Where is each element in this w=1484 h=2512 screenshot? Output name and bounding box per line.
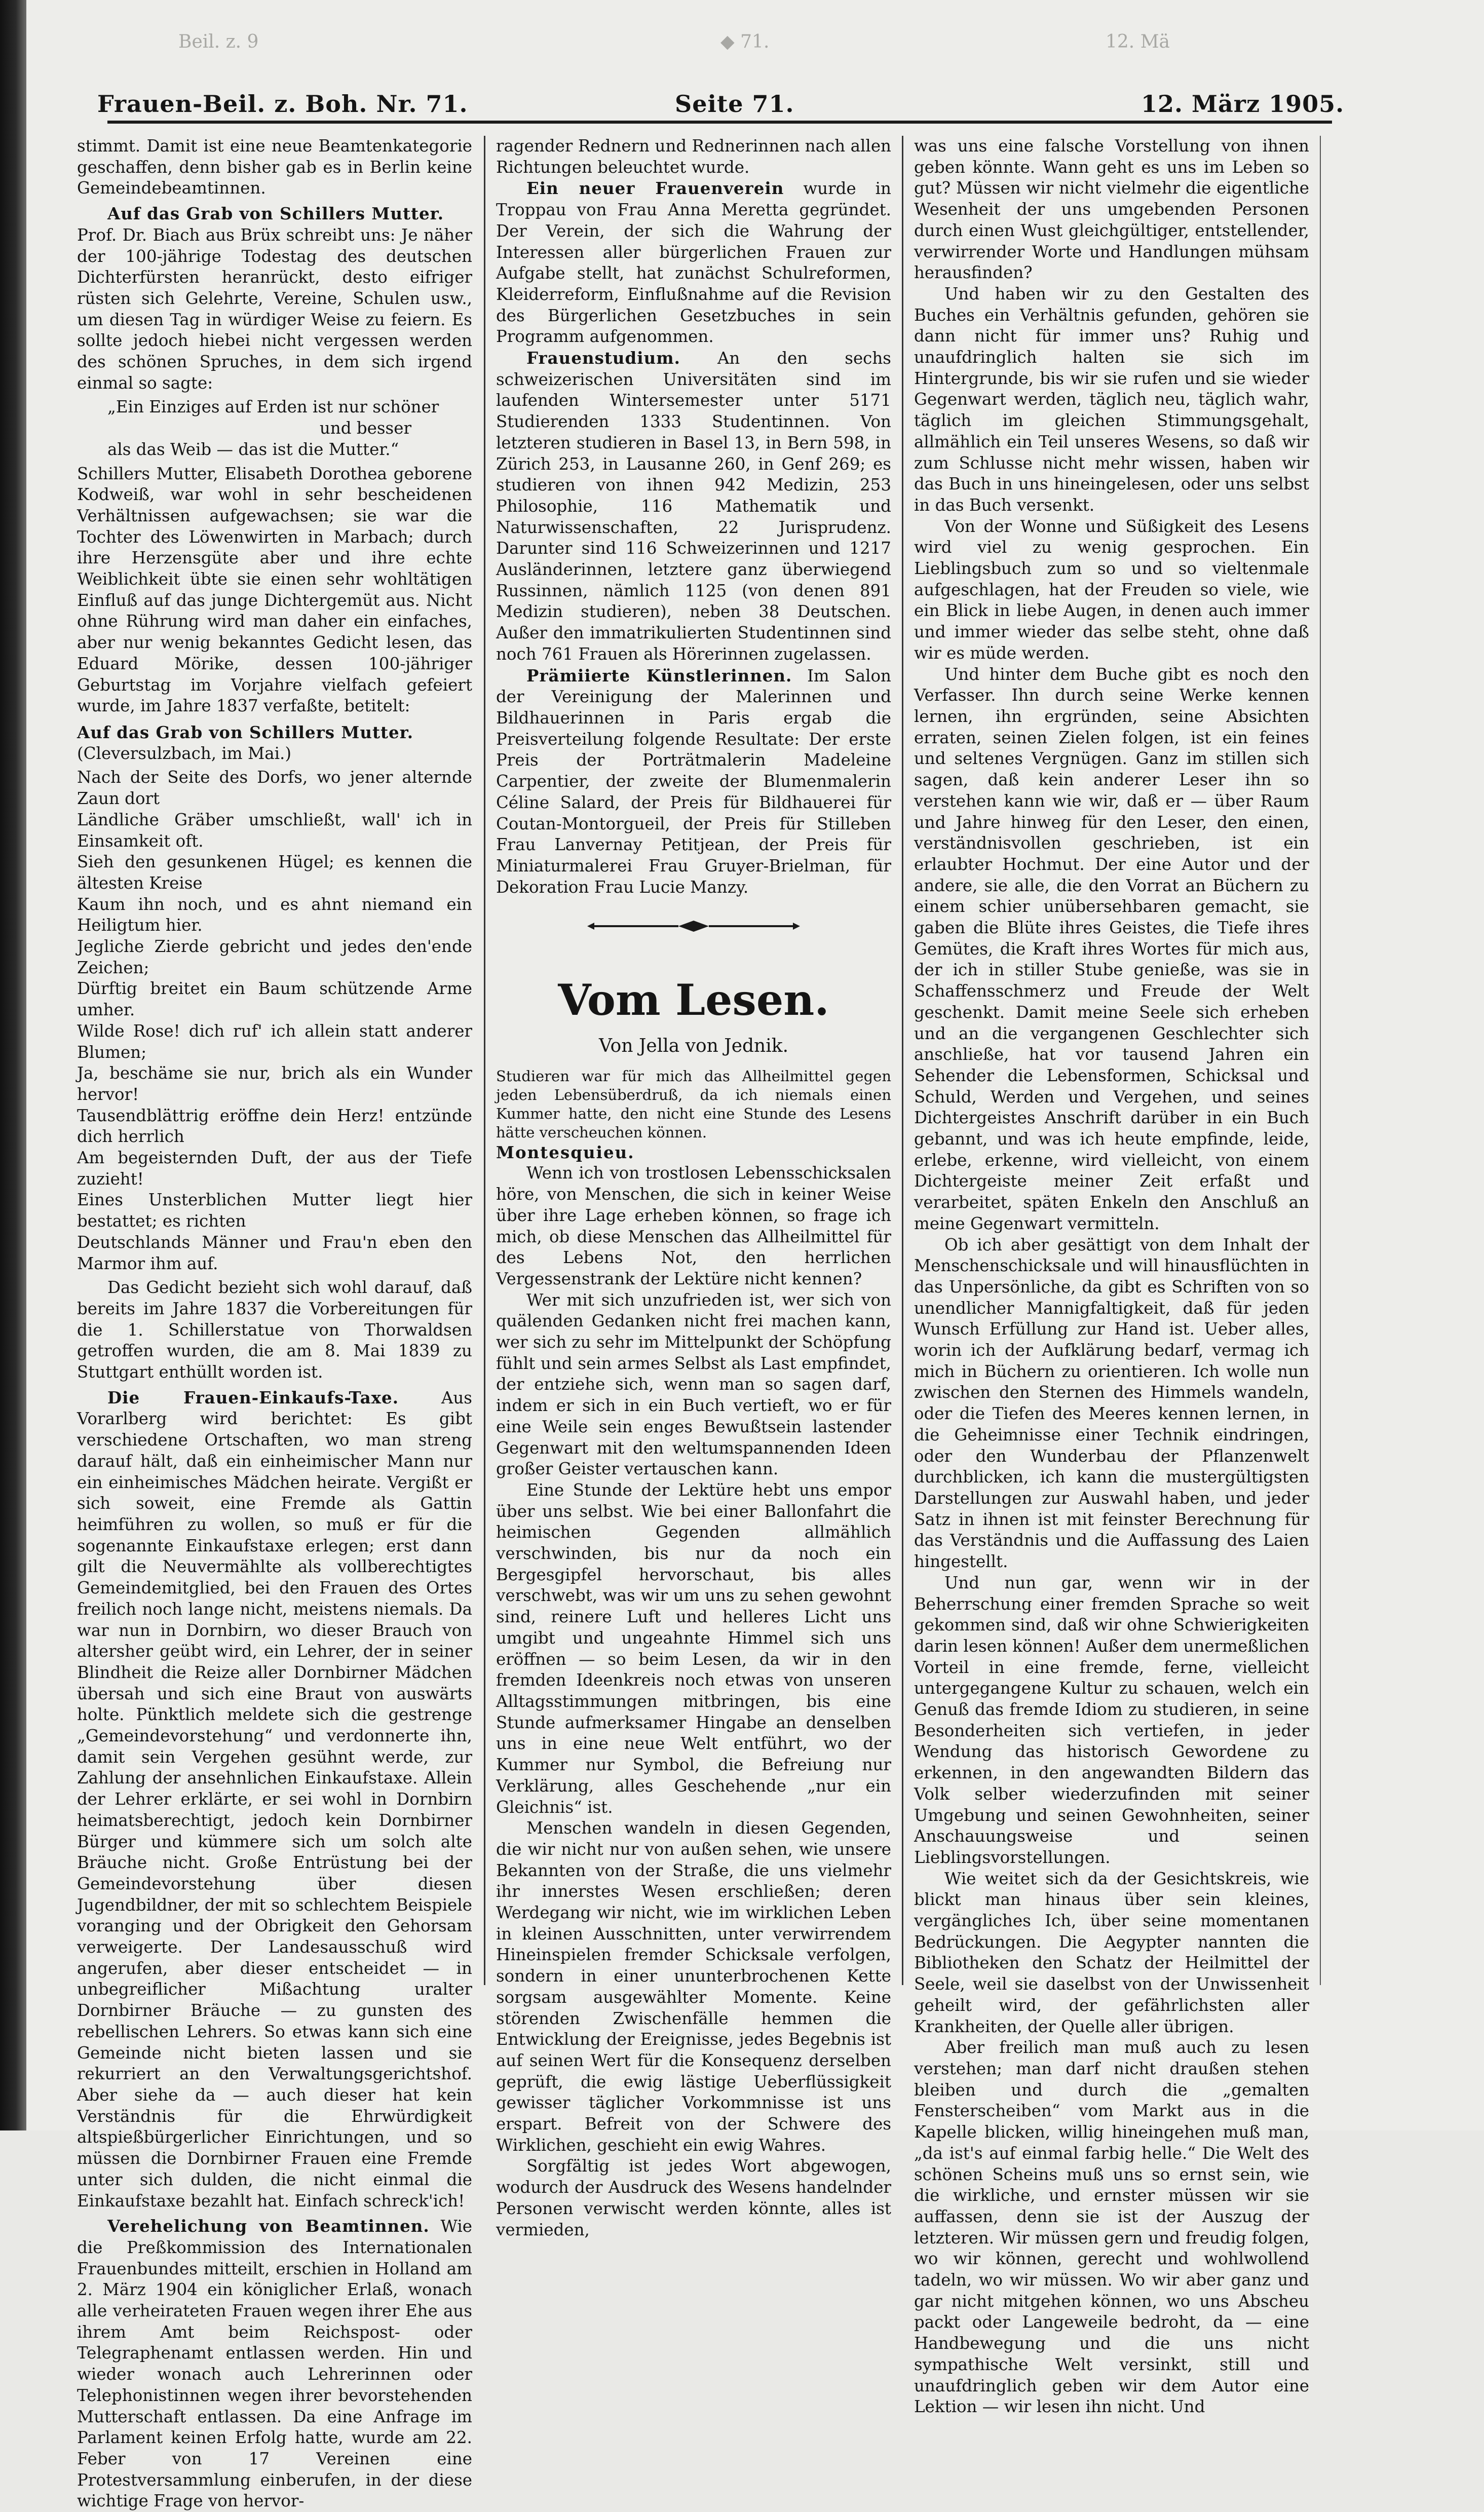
paragraph: Wie weitet sich da der Gesichtskreis, wie blickt man hinaus über sein kleines, vergängliches Ich, über seine momentanen Bedrückungen. Die Aegypter nannten die Bibliotheken den Schatz der Heilmittel der Seele, weil sie daselbst von der Unwissenheit geheilt wird, der gefährlichsten aller Krankheiten, der Quelle aller übrigen. [914,1869,1309,2036]
paragraph: Wie die Preßkommission des Internationalen Frauenbundes mitteilt, erschien in Holland am 2. März 1904 ein königlicher Erlaß, wonach alle verheirateten Frauen wegen ihrer Ehe aus ihrem Amt beim Reichspost- oder Telegraphenamt entlassen werden. Hin und wieder wonach auch Lehrerinnen oder Telephonistinnen wegen ihrer bevorstehenden Mutterschaft entlassen. Da eine Anfrage im Parlament keinen Erfolg hatte, wurde am 22. Feber von 17 Vereinen eine Protestversammlung einberufen, in der diese wichtige Frage von hervor- [77,2217,472,2511]
article-title: Vom Lesen. [558,975,829,1025]
paragraph: Von der Wonne und Süßigkeit des Lesens wird viel zu wenig gesprochen. Ein Lieblingsbuch zum so und so vieltenmale aufgeschlagen, hat der Freuden so viele, wie ein Blick in liebe Augen, in denen auch immer und immer wieder das selbe steht, ohne daß wir es müde werden. [914,516,1309,663]
poem-line: Ländliche Gräber umschließt, wall' ich in Einsamkeit oft. [77,810,472,851]
poem-line: Deutschlands Männer und Frau'n eben den Marmor ihm auf. [77,1232,472,1273]
poem-line: Dürftig breitet ein Baum schützende Arme umher. [77,979,472,1020]
bleed-through-text-left: Beil. z. 9 [178,31,259,52]
poem-line: Wilde Rose! dich ruf' ich allein statt anderer Blumen; [77,1021,472,1062]
paragraph: Und haben wir zu den Gestalten des Buches ein Verhältnis gefunden, gehören sie dann nicht für immer uns? Ruhig und unaufdringlich halten sie sich im Hintergrunde, bis wir sie rufen und sie wieder Gegenwart werden, täglich neu, täglich wahr, täglich im gleichen Stimmungsgehalt, allmählich ein Teil unseres Wesens, so daß wir zum Schlusse nicht mehr wissen, haben wir das Buch in uns hineingelesen, oder uns selbst in das Buch versenkt. [914,284,1309,515]
quote-line: und besser [319,418,411,438]
poem-title: Auf das Grab von Schillers Mutter. [77,722,414,742]
paragraph: Menschen wandeln in diesen Gegenden, die wir nicht nur von außen sehen, wie unsere Bekannten von der Straße, die uns vielmehr ihr innerstes Wesen erschließen; deren Werdegang wir nicht, wie im wirklichen Leben in kleinen Ausschnitten, unter verwirrendem Hineinspielen fremder Schicksale verfolgen, sondern in einer ununterbrochenen Kette sorgsam ausgewählter Momente. Keine störenden Zwischenfälle hemmen die Entwicklung der Ereignisse, jedes Begebnis ist auf seinen Wert für die Konsequenz derselben geprüft, die ewig lästige Ueberflüssigkeit gewisser täglicher Vorkommnisse ist uns erspart. Befreit von der Schwere des Wirklichen, geschieht ein ewig Wahres. [496,1818,891,2155]
paragraph: Schillers Mutter, Elisabeth Dorothea geborene Kodweiß, war wohl in sehr bescheidenen Verhältnissen aufgewachsen; sie war die Tochter des Löwenwirten in Marbach; durch ihre Herzensgüte aber und ihre echte Weiblichkeit übte sie einen sehr wohltätigen Einfluß auf das junge Dichtergemüt aus. Nicht ohne Rührung wird man daher ein einfaches, aber nur wenig bekanntes Gedicht lesen, das Eduard Mörike, dessen 100-jähriger Geburtstag im Vorjahre vielfach gefeiert wurde, im Jahre 1837 verfaßte, betitelt: [77,464,472,716]
poem-line: Ja, beschäme sie nur, brich als ein Wunder hervor! [77,1063,472,1104]
poem-line: Am begeisternden Duft, der aus der Tiefe zuzieht! [77,1148,472,1189]
paragraph: ragender Rednern und Rednerinnen nach allen Richtungen beleuchtet wurde. [496,136,891,177]
quote-line: „Ein Einziges auf Erden ist nur schöner [107,397,439,417]
paragraph: Und hinter dem Buche gibt es noch den Verfasser. Ihn durch seine Werke kennen lernen, ihn ergründen, seine Absichten erraten, seinen Zielen folgen, ist ein feines und seltenes Vergnügen. Ganz im stillen sich sagen, daß kein anderer Leser ihn so verstehen kann wie wir, daß er — über Raum und Jahre hinweg für den Leser, den einen, verständnisvollen geschrieben, ist ein erlaubter Hochmut. Der eine Autor und der andere, sie alle, die den Vorrat an Büchern zu einem schier unübersehbaren gemacht, sie gaben die Blüte ihres Geistes, die Tiefe ihres Gemütes, die Kraft ihres Wortes für mich aus, der ich in stiller Stube genieße, was sie in Schaffensschmerz und Freude der Welt geschenkt. Damit meine Seele sich erheben und an die vergangenen Geschlechter sich anschließe, hat vor tausend Jahren ein Sehender die Lebensformen, Schicksal und Schuld, Werden und Vergehen, und seines Dichtergeistes Anschrift darüber in ein Buch gebannt, und was ich heute empfinde, leide, erlebe, erkenne, wird vielleicht, von einem Dichtergeiste meiner Zeit erfaßt und verarbeitet, späten Enkeln den Anschluß an meine Gegenwart vermitteln. [914,664,1309,1233]
paragraph: was uns eine falsche Vorstellung von ihnen geben könnte. Wann geht es uns im Leben so gut? Müssen wir nicht vielmehr die eigentliche Wesenheit der uns umgebenden Personen durch einen Wust gleichgültiger, entstellender, verwirrender Worte und Handlungen mühsam herausfinden? [914,136,1309,283]
paragraph: stimmt. Damit ist eine neue Beamtenkategorie geschaffen, denn bisher gab es in Berlin keine Gemeindebeamtinnen. [77,136,472,198]
paragraph: An den sechs schweizerischen Universitäten sind im laufenden Wintersemester unter 5171 Studierenden 1333 Studentinnen. Von letzteren studieren in Basel 13, in Bern 598, in Zürich 253, in Lausanne 260, in Genf 269; es studieren von ihnen 942 Medizin, 253 Philosophie, 116 Mathematik und Naturwissenschaften, 22 Jurisprudenz. Darunter sind 116 Schweizerinnen und 1217 Ausländerinnen, letztere ganz überwiegend Russinnen, nämlich 1125 (von denen 891 Medizin studieren), neben 38 Deutschen. Außer den immatrikulierten Studentinnen sind noch 761 Frauen als Hörerinnen zugelassen. [496,349,891,664]
poem [77,767,472,1274]
column-2 [496,136,891,2239]
article-byline: Von Jella von Jednik. [598,1036,789,1057]
paragraph: wurde in Troppau von Frau Anna Meretta gegründet. Der Verein, der sich die Wahrung der Interessen aller bürgerlichen Frauen zur Aufgabe stellt, hat zunächst Schulreformen, Kleiderreform, Einflußnahme auf die Revision des Bürgerlichen Gesetzbuches in sein Programm aufgenommen. [496,179,891,347]
paragraph: Und nun gar, wenn wir in der Beherrschung einer fremden Sprache so weit gekommen sind, daß wir ohne Schwierigkeiten darin lesen können! Außer dem unermeßlichen Vorteil in eine fremde, ferne, vielleicht untergegangene Kultur zu schauen, welch ein Genuß das fremde Idiom zu studieren, in seine Besonderheiten sich vertiefen, in jeder Wendung das historisch Gewordene zu erkennen, in den angewandten Bildern das Volk selber wiederzufinden mit seiner Umgebung und seinen Gewohnheiten, seiner Anschauungsweise und seinen Lieblingsvorstellungen. [914,1573,1309,1867]
ornament-icon [587,919,800,934]
poem-line: Nach der Seite des Dorfs, wo jener alternde Zaun dort [77,768,472,809]
header-page-number: Seite 71. [675,90,794,118]
paragraph: Im Salon der Vereinigung der Malerinnen und Bildhauerinnen in Paris ergab die Preisverteilung folgende Resultate: Der erste Preis der Porträtmalerin Madeleine Carpentier, der zweite der Blumenmalerin Céline Salard, der Preis für Bildhauerei für Coutan-Montorgueil, der Preis für Stilleben Frau Lanvernay Petitjean, der Preis für Miniaturmalerei Frau Gruyer-Brielman, für Dekoration Frau Lucie Manzy. [496,666,891,897]
header-rule [107,121,1332,124]
column-3 [914,136,1309,2417]
column-1 [77,136,472,2511]
poem-line: Kaum ihn noch, und es ahnt niemand ein Heiligtum hier. [77,894,472,935]
column-divider [484,136,485,1985]
bleed-through-text-mid: ◆ 71. [720,31,770,52]
bleed-through-text-right: 12. Mä [1106,31,1170,52]
paragraph: Aus Vorarlberg wird berichtet: Es gibt verschiedene Ortschaften, wo man streng darauf hält, daß ein einheimischer Mann nur ein einheimisches Mädchen heirate. Vergißt er sich soweit, eine Fremde als Gattin heimführen zu wollen, so muß er für die sogenannte Einkaufstaxe erlegen; erst dann gilt die Neuvermählte als vollberechtigtes Gemeindemitglied, bei den Frauen des Ortes freilich noch lange nicht, meistens niemals. Da war nun in Dornbirn, wo dieser Brauch von altersher geübt wird, ein Lehrer, der in seiner Blindheit die Reize aller Dornbirner Mädchen übersah und sich eine Braut von auswärts holte. Pünktlich meldete sich die gestrenge „Gemeindevorstehung“ und verdonnerte ihn, damit sein Vergehen gesühnt werde, zur Zahlung der ansehnlichen Einkaufstaxe. Allein der Lehrer erklärte, er sei wohl in Dornbirn heimatsberechtigt, jedoch kein Dornbirner Bürger und kümmere sich um solch alte Bräuche nicht. Große Entrüstung bei der Gemeindevorstehung über diesen Jugendbildner, der mit so schlechtem Beispiele voranging und der Obrigkeit den Gehorsam verweigerte. Der Landesausschuß wird angerufen, aber dieser entscheidet — in unbegreiflicher Mißachtung uralter Dornbirner Bräuche — zu gunsten des rebellischen Lehrers. So etwas kann sich eine Gemeinde nicht bieten lassen und sie rekurriert an den Verwaltungsgerichtshof. Aber siehe da — auch dieser hat kein Verständnis für die Ehrwürdigkeit altspießbürgerlicher Einrichtungen, und so müssen die Dornbirner Frauen eine Fremde unter sich dulden, die nicht einmal die Einkaufstaxe bezahlt hat. Einfach schreck'ich! [77,1388,472,2211]
paragraph: Wer mit sich unzufrieden ist, wer sich von quälenden Gedanken nicht frei machen kann, wer sich zu sehr im Mittelpunkt der Schöpfung fühlt und sein armes Selbst als Last empfindet, der entziehe sich, wenn man so sagen darf, indem er sich in ein Buch vertieft, wo er für eine Weile sein enges Bewußtsein lastender Gegenwart mit den weltumspannenden Ideen großer Geister vertauschen kann. [496,1290,891,1479]
ornament-divider [496,918,891,939]
book-binding-edge [0,0,26,2130]
paragraph: Eine Stunde der Lektüre hebt uns empor über uns selbst. Wie bei einer Ballonfahrt die heimischen Gegenden allmählich verschwinden, bis nur da noch ein Bergesgipfel hervorschaut, bis alles verschwebt, was wir um uns zu sehen gewohnt sind, reinere Luft und helleres Licht uns umgibt und ungeahnte Himmel sich uns eröffnen — so beim Lesen, da wir in den fremden Ideenkreis noch etwas von unseren Alltagsstimmungen mitbringen, bis eine Stunde aufmerksamer Hingabe an denselben uns in eine neue Welt entführt, wo der Kummer nur Symbol, die Befreiung nur Verklärung, alles Geschehende „nur ein Gleichnis“ ist. [496,1480,891,1817]
paragraph: Wenn ich von trostlosen Lebensschicksalen höre, von Menschen, die sich in keiner Weise über ihre Lage erheben können, so frage ich mich, ob diese Menschen das Allheilmittel für des Lebens Not, den herrlichen Vergessenstrank der Lektüre nicht kennen? [496,1163,891,1288]
right-margin-line [1320,136,1321,1985]
section-heading: Frauenstudium. [526,348,680,368]
section-heading: Auf das Grab von Schillers Mutter. [107,204,444,224]
epigraph: Studieren war für mich das Allheilmittel gegen jeden Lebensüberdruß, da ich niemals einen Kummer hatte, den nicht eine Stunde des Lesens hätte verscheuchen können. [496,1067,891,1141]
poem-place: (Cleversulzbach, im Mai.) [77,743,292,763]
quote [77,397,472,460]
paragraph: Aber freilich man muß auch zu lesen verstehen; man darf nicht draußen stehen bleiben und durch die „gemalten Fensterscheiben“ vom Markt aus in die Kapelle blicken, willig hineingehen muß man, „da ist's auf einmal farbig helle.“ Die Welt des schönen Scheins muß uns so ernst sein, wie die wirkliche, und ernster müssen wir sie auffassen, denn sie ist der Auszug der letzteren. Wir müssen gern und freudig folgen, wo wir können, gerecht und wohlwollend tadeln, wo wir müssen. Wo wir aber ganz und gar nicht mitgehen können, wo uns Abscheu packt oder Langeweile bedroht, da — eine Handbewegung und die uns nicht sympathische Welt versinkt, still und unaufdringlich geben wir dem Autor eine Lektion — wir lesen ihn nicht. Und [914,2038,1309,2417]
poem-line: Eines Unsterblichen Mutter liegt hier bestattet; es richten [77,1190,472,1231]
column-divider [902,136,903,1985]
header-date: 12. März 1905. [1141,90,1345,118]
section-heading: Ein neuer Frauenverein [526,178,784,199]
newspaper-page [26,0,1484,2511]
epigraph-author: Montesquieu. [496,1142,635,1162]
section-heading: Die Frauen-Einkaufs-Taxe. [107,1387,399,1407]
paragraph: Sorgfältig ist jedes Wort abgewogen, wodurch der Ausdruck des Wesens handelnder Personen verwischt werden könnte, alles ist vermieden, [496,2156,891,2239]
poem-line: Tausendblättrig eröffne dein Herz! entzünde dich herrlich [77,1106,472,1147]
poem-line: Jegliche Zierde gebricht und jedes den'ende Zeichen; [77,937,472,977]
section-heading: Verehelichung von Beamtinnen. [107,2216,430,2236]
section-heading: Prämiierte Künstlerinnen. [526,665,792,686]
paragraph: Prof. Dr. Biach aus Brüx schreibt uns: Je näher der 100-jährige Todestag des deutschen Dichterfürsten heranrückt, desto eifriger rüsten sich Gelehrte, Vereine, Schulen usw., um diesen Tag in würdiger Weise zu feiern. Es sollte jedoch hiebei nicht vergessen werden des schönen Spruches, in dem sich irgend einmal so sagte: [77,225,472,393]
quote-line: als das Weib — das ist die Mutter.“ [107,439,399,459]
paragraph: Ob ich aber gesättigt von dem Inhalt der Menschenschicksale und will hinausflüchten in das Unpersönliche, da gibt es Schriften von so unendlicher Mannigfaltigkeit, daß für jeden Wunsch Erfüllung zur Hand ist. Ueber alles, worin ich der Aufklärung bedarf, vermag ich mich in Büchern zu orientieren. Ich wolle nun zwischen den Sternen des Himmels wandeln, oder die Tiefen des Meeres kennen lernen, in die Geheimnisse einer Technik eindringen, oder den Wunderbau der Pflanzenwelt durchblicken, ich kann die mustergültigsten Darstellungen zur Auswahl haben, und jeder Satz in ihnen ist mit feinster Berechnung für das Verständnis und die Auffassung des Laien hingestellt. [914,1235,1309,1572]
paragraph: Das Gedicht bezieht sich wohl darauf, daß bereits im Jahre 1837 die Vorbereitungen für die 1. Schillerstatue von Thorwaldsen getroffen wurden, die am 8. Mai 1839 zu Stuttgart enthüllt worden ist. [77,1278,472,1382]
header-issue: Frauen-Beil. z. Boh. Nr. 71. [97,90,468,118]
poem-line: Sieh den gesunkenen Hügel; es kennen die ältesten Kreise [77,852,472,893]
